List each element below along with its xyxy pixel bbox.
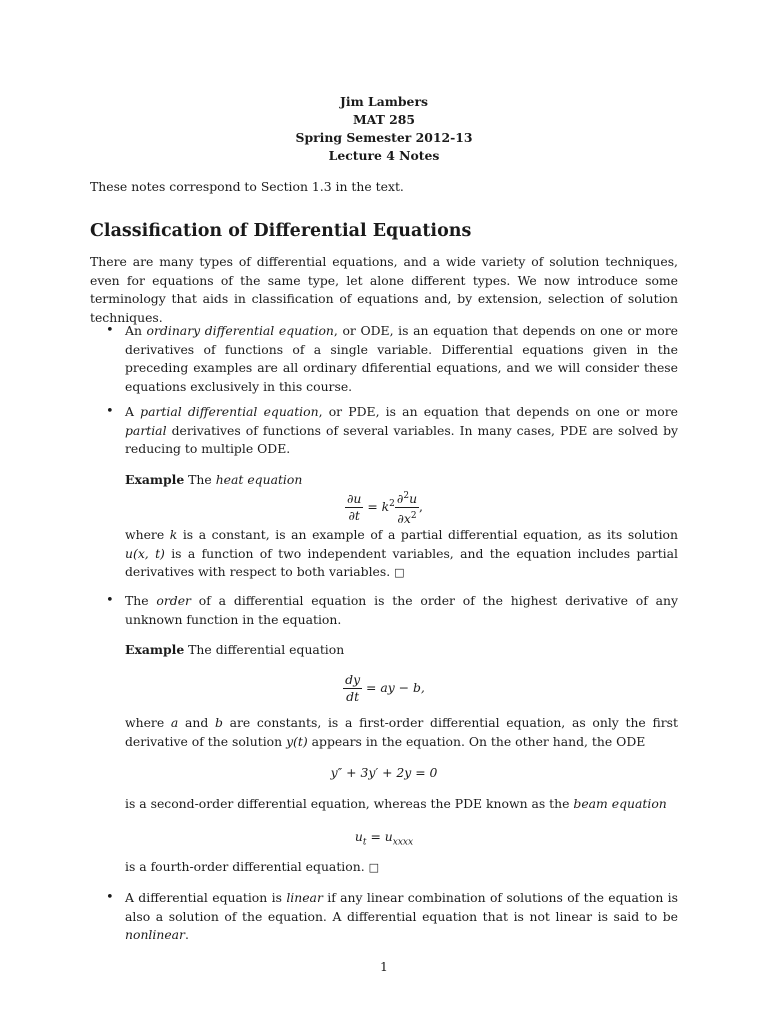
eq1-rhs: = ay − b, xyxy=(362,680,425,695)
bullet-icon: • xyxy=(106,890,114,905)
linear-mid: if any linear combination of solutions of the equation is also a solution of the equation. A differential equation that is not linear is said to be xyxy=(125,890,678,924)
example-label: Example xyxy=(125,642,185,657)
beam-term: beam equation xyxy=(573,796,667,811)
var-yt: y(t) xyxy=(286,733,308,749)
after3: is a fourth-order differential equation. xyxy=(125,859,369,874)
ode-item xyxy=(125,322,678,396)
beam-equation: $u_t = u_{xxxx}$ xyxy=(354,829,414,848)
section-paragraph: There are many types of differential equations, and a wide variety of solution techniques, even for equations of the same type, let alone different types. We now introduce some terminology that aids in classification of equations and, by extension, selection of solution techniques. xyxy=(90,254,678,325)
first-order-equation xyxy=(0,672,768,705)
intro-paragraph: These notes correspond to Section 1.3 in the text. xyxy=(90,179,404,194)
heat-after-pre: where xyxy=(125,527,170,542)
pde-term: partial differential equation xyxy=(140,404,319,419)
nonlinear-term: nonlinear xyxy=(125,927,185,943)
linear-term: linear xyxy=(286,890,323,905)
semester: Spring Semester 2012-13 xyxy=(295,130,473,145)
linear-item xyxy=(125,889,678,945)
dy-dt-fraction: $\frac{dy}{dt}$ xyxy=(345,672,361,704)
ode-term: ordinary differential equation xyxy=(146,323,334,338)
example-text: The differential equation xyxy=(184,642,345,657)
var-b: b xyxy=(214,715,223,730)
heat-term: heat equation xyxy=(215,472,303,487)
author-name: Jim Lambers xyxy=(340,94,428,109)
after2-pre: is a second-order differential equation, whereas the PDE known as the xyxy=(125,796,574,811)
bullet-icon: • xyxy=(106,404,114,419)
order-example-intro xyxy=(125,641,678,660)
var-uxt: u(x, t) xyxy=(125,545,165,561)
example-label: Example xyxy=(125,472,185,487)
heat-example-explanation xyxy=(125,526,678,583)
pde-term2: partial xyxy=(125,422,167,438)
after1-rest: appears in the equation. On the other hand, the ODE xyxy=(307,733,646,749)
heat-equation: $\frac{\partial u}{\partial t}$ = $k^2$ $\frac{\partial^2u}{\partial x^2}$ , xyxy=(0,488,768,527)
bullet-icon: • xyxy=(106,323,114,338)
qed-icon: □ xyxy=(394,566,405,580)
var-k: k xyxy=(169,527,178,542)
order-example-explanation xyxy=(125,714,678,751)
order-pre: The xyxy=(125,593,157,608)
course-code: MAT 285 xyxy=(352,112,416,127)
page-number: 1 xyxy=(380,959,388,974)
order-item xyxy=(125,592,678,629)
du-dt-fraction: $\frac{\partial u}{\partial t}$ xyxy=(346,491,362,524)
after1-pre: where xyxy=(125,715,171,730)
beam-intro xyxy=(125,795,678,814)
pde-pre: A xyxy=(125,404,141,419)
example-text: The xyxy=(184,472,216,487)
qed-icon: □ xyxy=(368,861,379,874)
order-term: order xyxy=(156,593,191,608)
fourth-order-text xyxy=(125,858,678,878)
heat-after-mid: is a constant, is an example of a partial differential equation, as its solution xyxy=(177,527,678,542)
and-text: and xyxy=(178,715,215,730)
linear-pre: A differential equation is xyxy=(125,890,287,905)
pde-item xyxy=(125,403,678,459)
order-rest: of a differential equation is the order of the highest derivative of any unknown function in the equation. xyxy=(125,593,678,627)
second-order-equation: y″ + 3y′ + 2y = 0 xyxy=(330,765,438,780)
ode-pre: An xyxy=(125,323,147,338)
lecture-title: Lecture 4 Notes xyxy=(328,148,440,163)
heat-example-intro xyxy=(125,471,678,490)
heat-after-rest: is a function of two independent variables, and the equation includes partial derivatives with respect to both variables. xyxy=(125,545,678,580)
ode-rest: , or ODE, is an equation that depends on one or more derivatives of functions of a single variable. Differential equations given in the preceding examples are all ordinary dfiferential equations, and we will consider these equations exclusively in this course. xyxy=(125,323,678,394)
after1-mid: are constants, is a first-order differential equation, as only the first derivative of the solution xyxy=(125,715,678,749)
pde-rest: derivatives of functions of several variables. In many cases, PDE are solved by reducing to multiple ODE. xyxy=(125,422,678,457)
d2u-dx2-fraction: $\frac{\partial^2u}{\partial x^2}$ xyxy=(395,488,419,527)
linear-end: . xyxy=(184,927,189,943)
pde-mid: , or PDE, is an equation that depends on one or more xyxy=(318,404,678,419)
document-header xyxy=(0,93,768,165)
var-a: a xyxy=(170,715,179,730)
bullet-icon: • xyxy=(106,593,114,608)
section-title: Classification of Differential Equations xyxy=(90,221,472,241)
